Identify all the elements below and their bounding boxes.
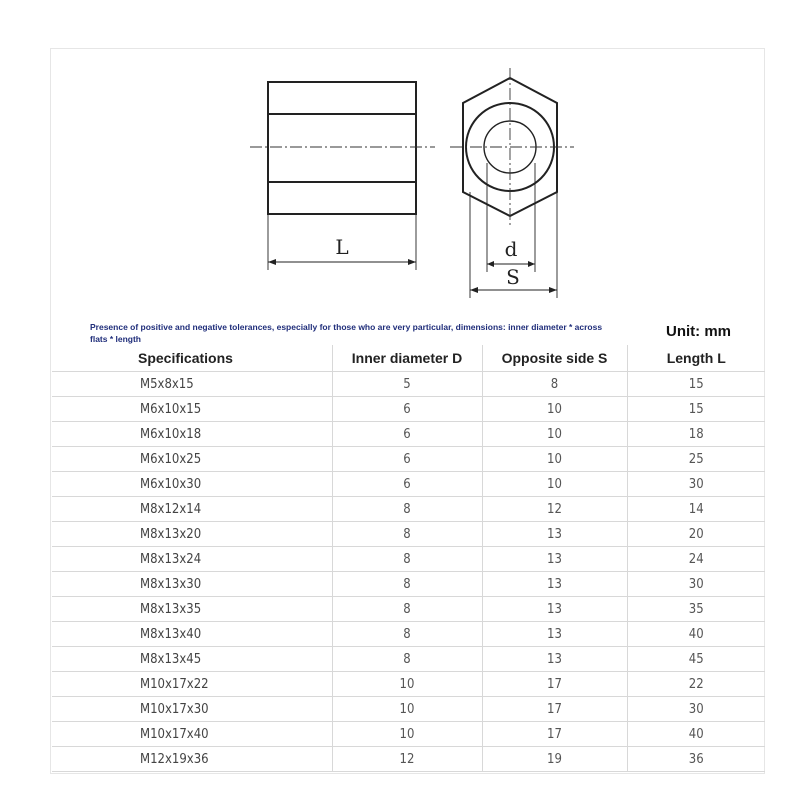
opposite-side-cell: 12 — [482, 497, 627, 522]
hex-coupling-nut-drawing — [50, 48, 765, 318]
table-row — [52, 497, 765, 522]
inner-diameter-cell: 10 — [332, 722, 482, 747]
inner-diameter-cell: 8 — [332, 647, 482, 672]
table-row — [52, 447, 765, 472]
across-flats-label: S — [506, 265, 520, 289]
header-inner-diameter: Inner diameter D — [332, 345, 482, 372]
opposite-side-cell: 10 — [482, 472, 627, 497]
opposite-side-cell: 17 — [482, 672, 627, 697]
opposite-side-cell: 8 — [482, 372, 627, 397]
opposite-side-cell: 13 — [482, 647, 627, 672]
length-cell: 30 — [627, 697, 765, 722]
opposite-side-cell: 13 — [482, 572, 627, 597]
header-specifications: Specifications — [52, 345, 332, 372]
header-opposite-side: Opposite side S — [482, 345, 627, 372]
opposite-side-cell: 10 — [482, 397, 627, 422]
inner-diameter-cell: 8 — [332, 572, 482, 597]
spec-cell: M8x13x30 — [52, 572, 332, 597]
table-row — [52, 422, 765, 447]
opposite-side-cell: 10 — [482, 422, 627, 447]
opposite-side-cell: 13 — [482, 597, 627, 622]
table-header-row — [52, 345, 765, 372]
inner-diameter-cell: 6 — [332, 472, 482, 497]
length-cell: 24 — [627, 547, 765, 572]
length-cell: 14 — [627, 497, 765, 522]
inner-diameter-cell: 5 — [332, 372, 482, 397]
spec-cell: M6x10x30 — [52, 472, 332, 497]
spec-cell: M8x13x45 — [52, 647, 332, 672]
table-row — [52, 647, 765, 672]
opposite-side-cell: 17 — [482, 722, 627, 747]
spec-cell: M10x17x30 — [52, 697, 332, 722]
table-row — [52, 672, 765, 697]
spec-cell: M8x13x35 — [52, 597, 332, 622]
opposite-side-cell: 19 — [482, 747, 627, 772]
spec-cell: M6x10x18 — [52, 422, 332, 447]
length-cell: 36 — [627, 747, 765, 772]
length-cell: 20 — [627, 522, 765, 547]
spec-cell: M6x10x15 — [52, 397, 332, 422]
table-row — [52, 722, 765, 747]
spec-cell: M10x17x40 — [52, 722, 332, 747]
opposite-side-cell: 13 — [482, 622, 627, 647]
inner-diameter-cell: 12 — [332, 747, 482, 772]
table-row — [52, 697, 765, 722]
tolerance-note: Presence of positive and negative tolerances, especially for those who are very particular, dimensions: inner diameter * across flats * length — [90, 322, 603, 344]
length-cell: 15 — [627, 397, 765, 422]
side-view-body — [268, 82, 416, 214]
length-cell: 15 — [627, 372, 765, 397]
spec-cell: M5x8x15 — [52, 372, 332, 397]
spec-cell: M8x13x20 — [52, 522, 332, 547]
table-row — [52, 747, 765, 772]
table-row — [52, 547, 765, 572]
spec-cell: M10x17x22 — [52, 672, 332, 697]
table-row — [52, 572, 765, 597]
inner-diameter-cell: 8 — [332, 522, 482, 547]
opposite-side-cell: 13 — [482, 547, 627, 572]
table-row — [52, 522, 765, 547]
opposite-side-cell: 17 — [482, 697, 627, 722]
inner-diameter-cell: 6 — [332, 422, 482, 447]
table-row — [52, 597, 765, 622]
length-cell: 22 — [627, 672, 765, 697]
inner-diameter-cell: 10 — [332, 697, 482, 722]
unit-label: Unit: mm — [666, 323, 731, 340]
length-cell: 25 — [627, 447, 765, 472]
length-cell: 30 — [627, 472, 765, 497]
length-cell: 40 — [627, 622, 765, 647]
inner-diameter-cell: 8 — [332, 497, 482, 522]
length-label: L — [335, 235, 349, 259]
length-cell: 45 — [627, 647, 765, 672]
spec-cell: M8x13x40 — [52, 622, 332, 647]
header-length: Length L — [627, 345, 765, 372]
length-cell: 30 — [627, 572, 765, 597]
inner-diameter-cell: 8 — [332, 547, 482, 572]
length-cell: 40 — [627, 722, 765, 747]
inner-diameter-label: d — [504, 237, 518, 261]
inner-diameter-cell: 8 — [332, 597, 482, 622]
spec-cell: M8x12x14 — [52, 497, 332, 522]
table-row — [52, 472, 765, 497]
length-cell: 18 — [627, 422, 765, 447]
spec-cell: M6x10x25 — [52, 447, 332, 472]
table-row — [52, 372, 765, 397]
opposite-side-cell: 10 — [482, 447, 627, 472]
length-cell: 35 — [627, 597, 765, 622]
opposite-side-cell: 13 — [482, 522, 627, 547]
table-row — [52, 397, 765, 422]
spec-cell: M12x19x36 — [52, 747, 332, 772]
spec-cell: M8x13x24 — [52, 547, 332, 572]
inner-diameter-cell: 10 — [332, 672, 482, 697]
table-row — [52, 622, 765, 647]
inner-diameter-cell: 8 — [332, 622, 482, 647]
inner-diameter-cell: 6 — [332, 397, 482, 422]
spec-table — [52, 345, 765, 772]
inner-diameter-cell: 6 — [332, 447, 482, 472]
